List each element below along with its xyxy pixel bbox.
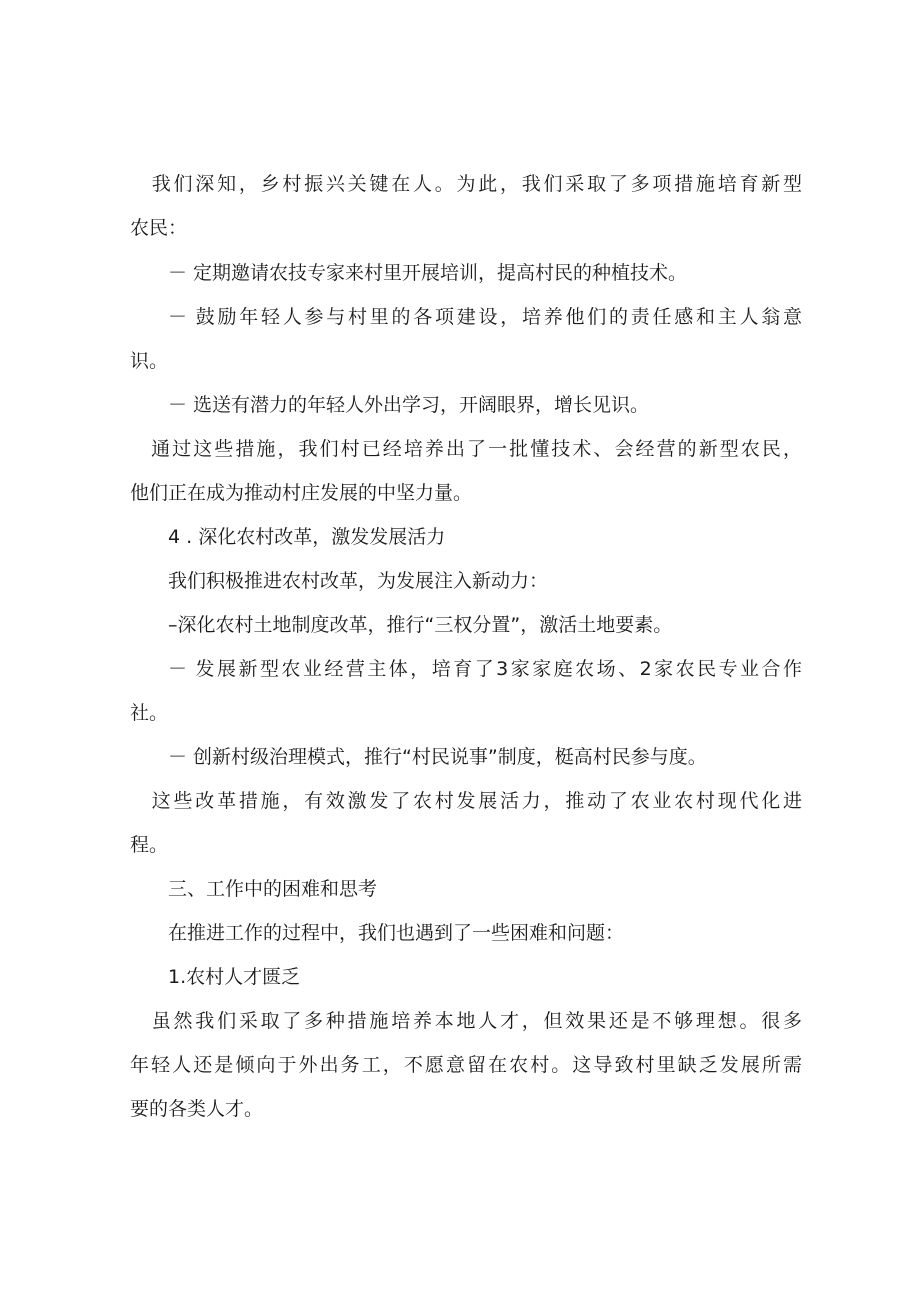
list-item: － 鼓励年轻人参与村里的各项建设，培养他们的责任感和主人翁意 xyxy=(168,306,802,328)
paragraph-line: 我们积极推进农村改革，为发展注入新动力： xyxy=(168,570,549,592)
paragraph-line: 社。 xyxy=(130,702,169,724)
subsection-heading: 1.农村人才匮乏 xyxy=(168,966,301,988)
paragraph-line: 要的各类人才。 xyxy=(130,1098,264,1120)
paragraph-line: 他们正在成为推动村庄发展的中坚力量。 xyxy=(130,482,473,504)
list-item: － 选送有潜力的年轻人外出学习，开阔眼界，增长见识。 xyxy=(168,394,650,416)
list-item: － 创新村级治理模式，推行“村民说事”制度，梃高村民参与度。 xyxy=(168,746,707,768)
paragraph-line: 在推进工作的过程中，我们也遇到了一些困难和问题： xyxy=(168,922,625,944)
paragraph-line: 程。 xyxy=(130,834,169,856)
paragraph-line: 通过这些措施，我们村已经培养出了一批懂技术、会经营的新型农民， xyxy=(130,438,802,460)
list-item: － 发展新型农业经营主体，培育了3家家庭农场、2家农民专业合作 xyxy=(168,658,802,680)
paragraph-line: 农民： xyxy=(130,217,188,239)
list-item: － 定期邀请农技专家来村里开展培训，提高村民的种植技术。 xyxy=(168,262,688,284)
section-heading: 4 . 深化农村改革，激发发展活力 xyxy=(168,526,446,548)
paragraph-line: 我们深知，乡村振兴关键在人。为此，我们采取了多项措施培育新型 xyxy=(130,173,802,195)
list-item: –深化农村土地制度改革，推行“三权分置”，激活土地要素。 xyxy=(168,614,673,636)
paragraph-line: 虽然我们采取了多种措施培养本地人才，但效果还是不够理想。很多 xyxy=(130,1010,802,1032)
paragraph-line: 这些改革措施，有效激发了农村发展活力，推动了农业农村现代化进 xyxy=(130,790,802,812)
section-heading: 三、工作中的困难和思考 xyxy=(168,878,378,900)
paragraph-line: 识。 xyxy=(130,350,169,372)
paragraph-line: 年轻人还是倾向于外出务工，不愿意留在农村。这导致村里缺乏发展所需 xyxy=(130,1054,802,1076)
